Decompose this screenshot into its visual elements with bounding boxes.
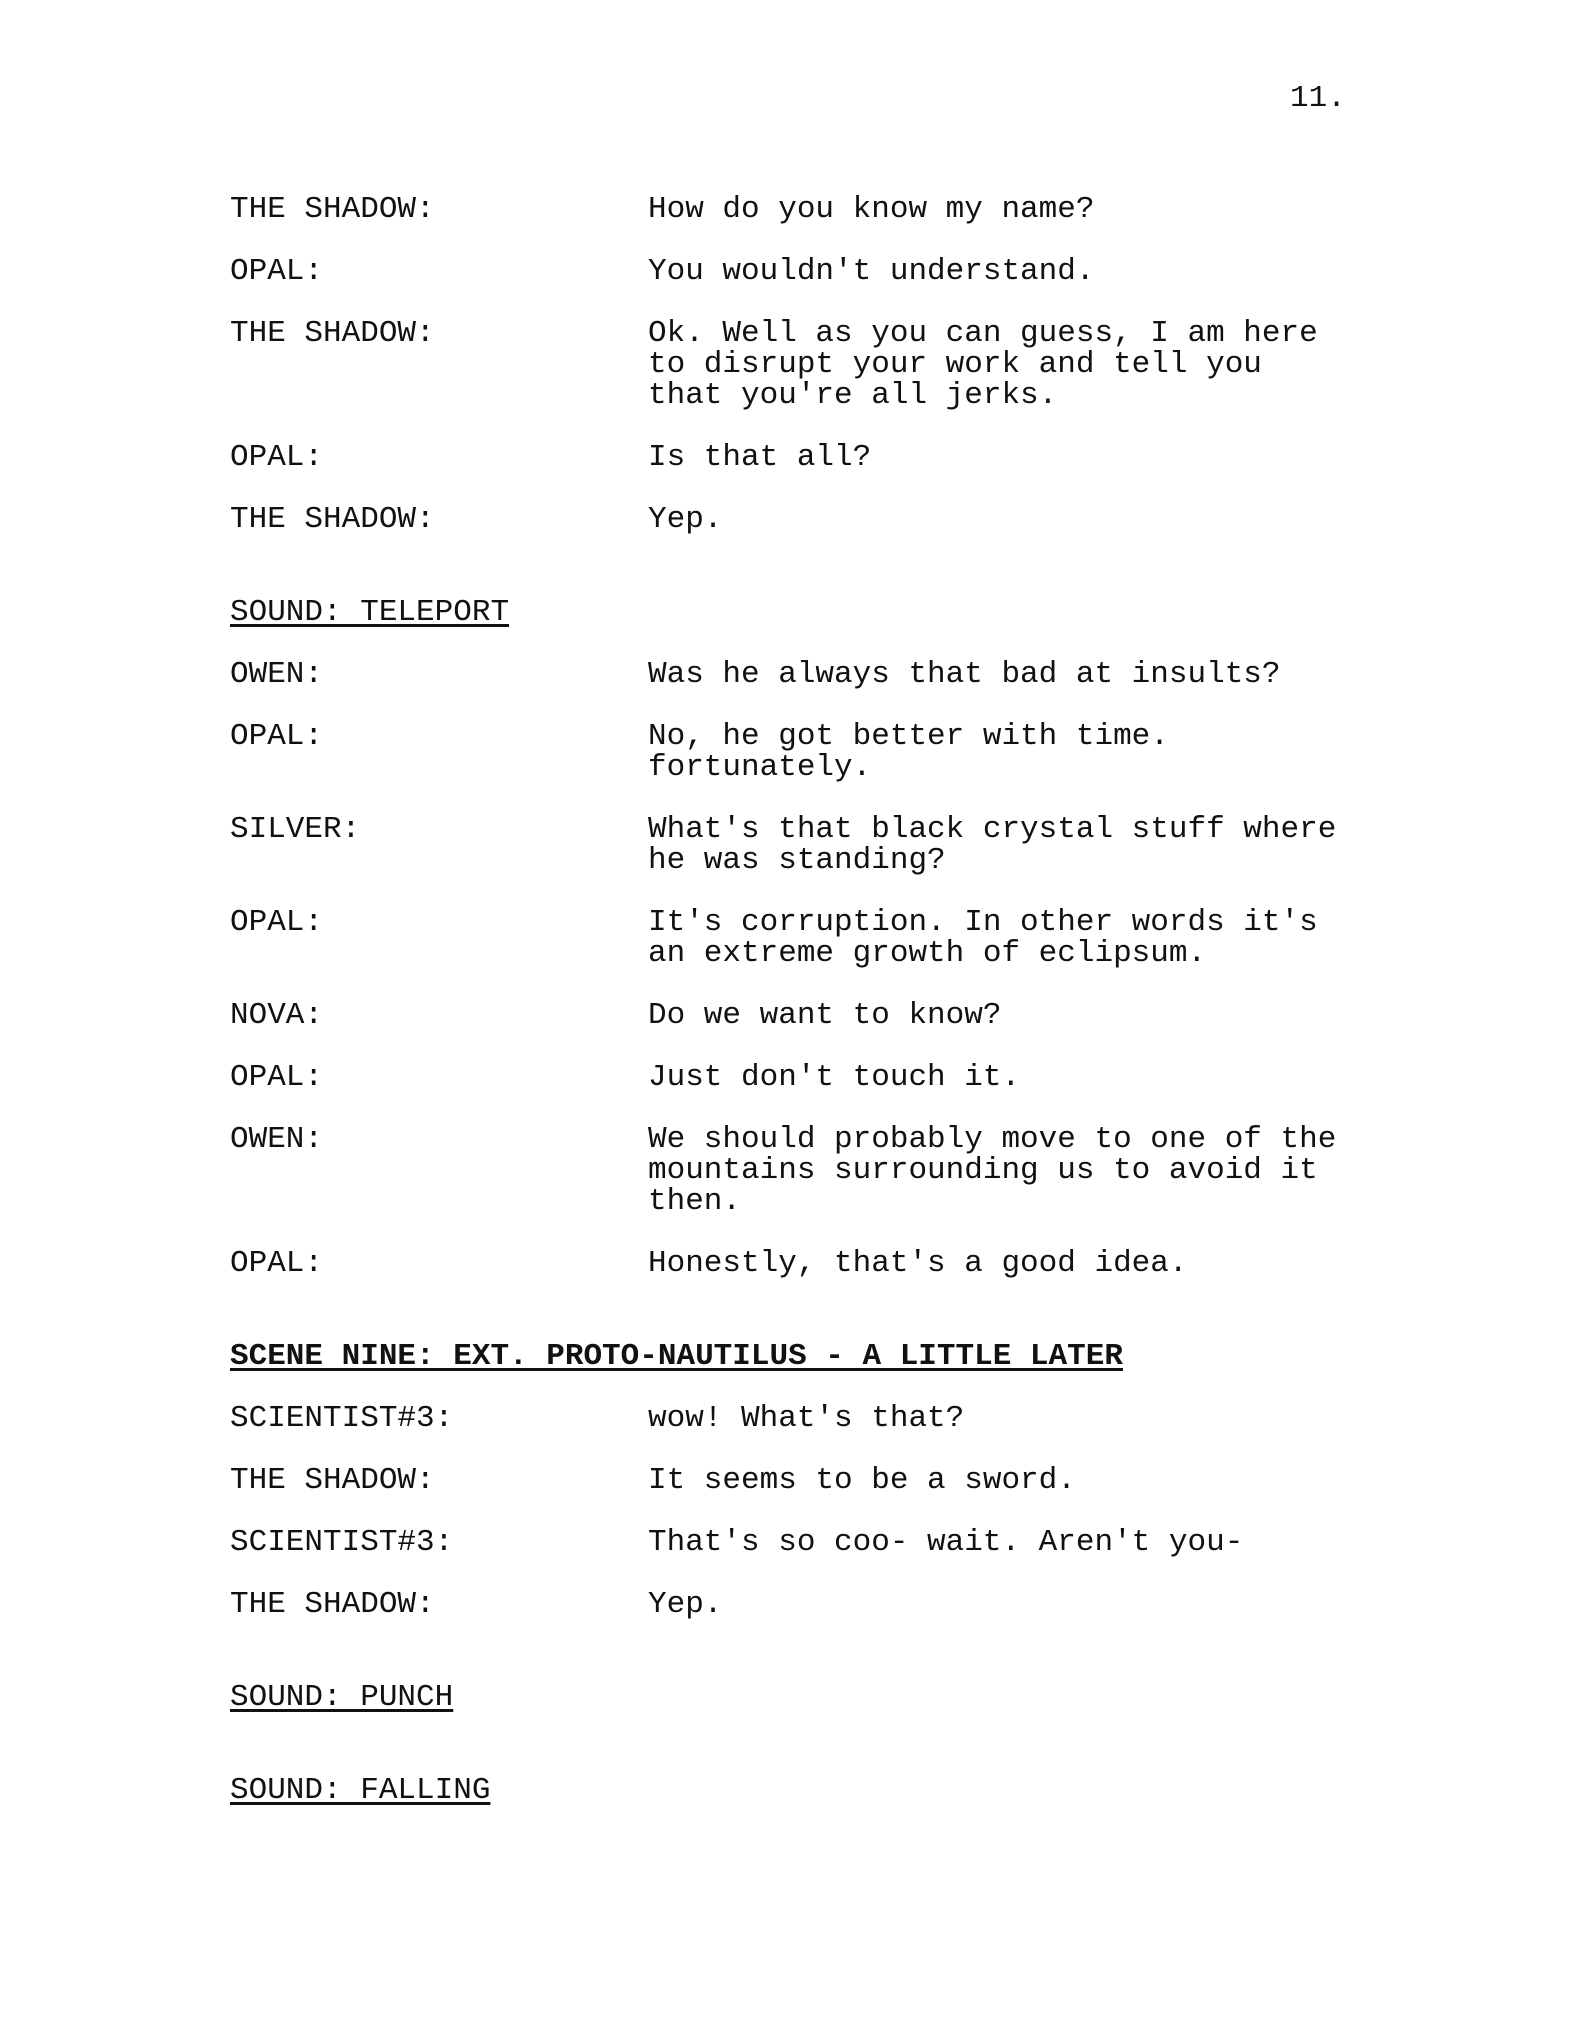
dialogue-line: an extreme growth of eclipsum. [648, 936, 1207, 971]
dialogue-line: fortunately. [648, 750, 872, 785]
dialogue-text [648, 256, 1350, 287]
dialogue-line: Honestly, that's a good idea. [648, 1246, 1188, 1281]
dialogue-block [230, 659, 1350, 1279]
dialogue-line: What's that black crystal stuff where [648, 812, 1337, 847]
dialogue-line: It's corruption. In other words it's [648, 905, 1318, 940]
scene-heading: SCENE NINE: EXT. PROTO-NAUTILUS - A LITTLE LATER [230, 1339, 1123, 1374]
dialogue-line: We should probably move to one of the [648, 1122, 1337, 1157]
dialogue-row [230, 256, 1350, 287]
dialogue-text [648, 659, 1350, 690]
speaker-name: NOVA: [230, 998, 324, 1033]
dialogue-line: then. [648, 1184, 742, 1219]
dialogue-row [230, 1062, 1350, 1093]
dialogue-line: No, he got better with time. [648, 719, 1169, 754]
dialogue-line: Yep. [648, 1587, 723, 1622]
speaker-name: OPAL: [230, 440, 324, 475]
dialogue-line: How do you know my name? [648, 192, 1095, 227]
dialogue-text [648, 442, 1350, 473]
dialogue-row [230, 1124, 1350, 1217]
dialogue-line: Is that all? [648, 440, 872, 475]
sound-cue: SOUND: PUNCH [230, 1680, 454, 1715]
dialogue-text [648, 1403, 1350, 1434]
script-body [230, 194, 1350, 1806]
dialogue-line: he was standing? [648, 843, 946, 878]
speaker-name: OPAL: [230, 1246, 324, 1281]
dialogue-row [230, 442, 1350, 473]
page-number: 11. [1290, 81, 1346, 116]
dialogue-line: That's so coo- wait. Aren't you- [648, 1525, 1244, 1560]
dialogue-text [648, 1248, 1350, 1279]
dialogue-row [230, 1589, 1350, 1620]
speaker-name: OWEN: [230, 657, 324, 692]
dialogue-text [648, 1000, 1350, 1031]
speaker-name: THE SHADOW: [230, 502, 435, 537]
dialogue-text [648, 814, 1350, 876]
dialogue-row [230, 194, 1350, 225]
dialogue-line: mountains surrounding us to avoid it [648, 1153, 1318, 1188]
dialogue-text [648, 721, 1350, 783]
speaker-name: SILVER: [230, 812, 361, 847]
dialogue-block [230, 194, 1350, 535]
speaker-name: OWEN: [230, 1122, 324, 1157]
sound-cue: SOUND: FALLING [230, 1773, 491, 1808]
dialogue-text [648, 194, 1350, 225]
dialogue-line: Do we want to know? [648, 998, 1002, 1033]
dialogue-row [230, 504, 1350, 535]
dialogue-block [230, 1403, 1350, 1620]
dialogue-row [230, 659, 1350, 690]
dialogue-row [230, 907, 1350, 969]
dialogue-row [230, 1248, 1350, 1279]
dialogue-row [230, 721, 1350, 783]
dialogue-row [230, 1000, 1350, 1031]
dialogue-text [648, 318, 1350, 411]
speaker-name: THE SHADOW: [230, 1463, 435, 1498]
sound-cue: SOUND: TELEPORT [230, 595, 510, 630]
dialogue-line: Ok. Well as you can guess, I am here [648, 316, 1318, 351]
speaker-name: SCIENTIST#3: [230, 1525, 454, 1560]
speaker-name: SCIENTIST#3: [230, 1401, 454, 1436]
dialogue-line: to disrupt your work and tell you [648, 347, 1262, 382]
dialogue-text [648, 504, 1350, 535]
dialogue-row [230, 1527, 1350, 1558]
speaker-name: THE SHADOW: [230, 1587, 435, 1622]
dialogue-line: Yep. [648, 502, 723, 537]
speaker-name: OPAL: [230, 254, 324, 289]
dialogue-line: wow! What's that? [648, 1401, 965, 1436]
dialogue-line: Just don't touch it. [648, 1060, 1021, 1095]
dialogue-row [230, 1403, 1350, 1434]
dialogue-text [648, 1465, 1350, 1496]
dialogue-line: It seems to be a sword. [648, 1463, 1076, 1498]
dialogue-text [648, 1589, 1350, 1620]
dialogue-line: Was he always that bad at insults? [648, 657, 1281, 692]
speaker-name: THE SHADOW: [230, 316, 435, 351]
dialogue-row [230, 1465, 1350, 1496]
speaker-name: THE SHADOW: [230, 192, 435, 227]
dialogue-row [230, 814, 1350, 876]
speaker-name: OPAL: [230, 719, 324, 754]
dialogue-text [648, 1124, 1350, 1217]
dialogue-line: that you're all jerks. [648, 378, 1058, 413]
speaker-name: OPAL: [230, 905, 324, 940]
dialogue-text [648, 907, 1350, 969]
speaker-name: OPAL: [230, 1060, 324, 1095]
dialogue-text [648, 1527, 1350, 1558]
dialogue-text [648, 1062, 1350, 1093]
dialogue-row [230, 318, 1350, 411]
dialogue-line: You wouldn't understand. [648, 254, 1095, 289]
